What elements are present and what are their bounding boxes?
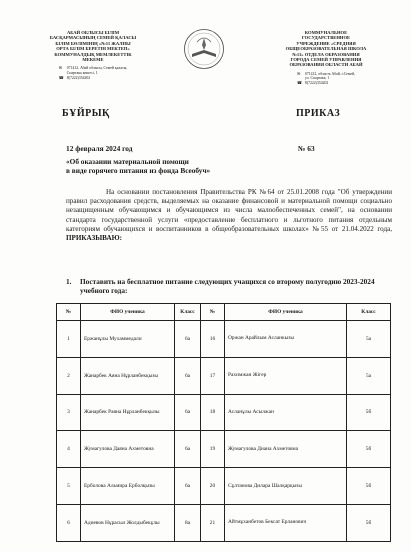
body-order-word: ПРИКАЗЫВАЮ: bbox=[66, 234, 122, 243]
org-name-ru-line: №11» ОТДЕЛА ОБРАЗОВАНИЯ bbox=[292, 51, 360, 57]
phone-icon: ☎ bbox=[58, 75, 64, 81]
item-number: 1. bbox=[66, 277, 72, 286]
subject-line: «Об оказании материальной помощи bbox=[66, 157, 189, 166]
org-name-ru-line: КОММУНАЛЬНОЕ bbox=[304, 30, 348, 35]
org-name-kz-line: КОММУНАЛДЫҚ МЕМЛЕКЕТТІК bbox=[54, 51, 132, 57]
cell-student-name: Ержанұлы Мухаммедали bbox=[81, 321, 175, 358]
cell-number: 1 bbox=[57, 321, 81, 358]
phone-number: 8(7222)354202 bbox=[66, 75, 91, 80]
cell-number: 17 bbox=[201, 357, 225, 394]
subject-line: в виде горячего питания из фонда Всеобуч» bbox=[66, 166, 211, 176]
table-row bbox=[57, 357, 391, 394]
cell-number: 2 bbox=[57, 357, 81, 394]
cell-number: 21 bbox=[201, 504, 225, 541]
cell-student-name: Адиевов Нұрасыл Жолдыбекұлы bbox=[81, 504, 175, 541]
col-header-class: Класс bbox=[175, 304, 201, 321]
cell-student-name: Ерболова Альмира Ерболқызы bbox=[81, 468, 175, 505]
cell-class: 6а bbox=[175, 321, 201, 358]
phone-number: 8(7222)354202 bbox=[304, 81, 329, 86]
header-left bbox=[18, 30, 168, 81]
address-line: 071412, область Абай, г.Семей, bbox=[304, 71, 356, 76]
envelope-icon: ✉ bbox=[58, 65, 63, 71]
cell-class: 5а bbox=[347, 357, 391, 394]
col-header-name: ФИО ученика bbox=[81, 304, 175, 321]
address-icons bbox=[59, 66, 64, 80]
school-emblem-icon bbox=[183, 28, 225, 70]
cell-class: 6а bbox=[175, 431, 201, 468]
order-date: 12 февраля 2024 год bbox=[66, 144, 133, 153]
cell-class: 5б bbox=[347, 431, 391, 468]
address-kz bbox=[18, 66, 168, 80]
org-name-kz-line: БІЛІМ БӨЛІМІНІҢ «№11 ЖАЛПЫ bbox=[55, 40, 131, 46]
table-row bbox=[57, 394, 391, 431]
cell-number: 18 bbox=[201, 394, 225, 431]
item-text: Поставить на бесплатное питание следующих учащихся со второму полугодию 2023-2024 учебного года: bbox=[80, 277, 375, 296]
cell-student-name: Жанарбек Раяна Нұрланбекқызы bbox=[81, 394, 175, 431]
order-subject bbox=[66, 157, 266, 176]
col-header-class: Класс bbox=[347, 304, 391, 321]
students-table bbox=[56, 303, 391, 542]
col-header-number: № bbox=[201, 304, 225, 321]
header-right bbox=[256, 30, 396, 86]
cell-student-name: Рахимжан Жігер bbox=[225, 357, 347, 394]
address-line: Спартака көшесі, 1 bbox=[66, 71, 98, 76]
cell-class: 5б bbox=[347, 504, 391, 541]
org-name-ru-line: ГОРОДА СЕМЕЙ УПРАВЛЕНИЯ bbox=[290, 57, 362, 63]
table-header-row bbox=[57, 304, 391, 321]
address-line: ул. Спартака, 1 bbox=[304, 76, 330, 81]
org-name-kz-line: БАСҚАРМАСЫНЫҢ СЕМЕЙ ҚАЛАСЫ bbox=[49, 35, 137, 41]
cell-class: 5б bbox=[347, 394, 391, 431]
cell-student-name: Сұлтанова Дилара Шалқарқызы bbox=[225, 468, 347, 505]
envelope-icon: ✉ bbox=[296, 70, 301, 76]
table-row bbox=[57, 321, 391, 358]
cell-class: 5а bbox=[347, 321, 391, 358]
org-name-ru-line: ОБРАЗОВАНИЯ ОБЛАСТИ АБАЙ bbox=[289, 62, 363, 68]
cell-number: 4 bbox=[57, 431, 81, 468]
col-header-number: № bbox=[57, 304, 81, 321]
order-body bbox=[66, 188, 392, 243]
cell-class: 8а bbox=[175, 504, 201, 541]
doc-type-ru: ПРИКАЗ bbox=[296, 108, 341, 119]
doc-type-kz: БҰЙРЫҚ bbox=[62, 108, 110, 119]
cell-class: 6а bbox=[175, 394, 201, 431]
cell-student-name: Жанарбек Аяна Нұрланбекқызы bbox=[81, 357, 175, 394]
cell-class: 6а bbox=[175, 357, 201, 394]
org-name-kz-line: АБАЙ ОБЛЫСЫ БІЛІМ bbox=[66, 30, 120, 35]
cell-student-name: Жумагулова Даяна Ахметовна bbox=[81, 431, 175, 468]
col-header-name: ФИО ученика bbox=[225, 304, 347, 321]
body-main-text: На основании постановления Правительства РК №64 от 25.01.2008 года "Об утверждении правил расходования средств, выделяемых на оказание финансовой и материальной помощи социально незащищенным обучающимся и обучающимся из числа малообеспеченных семей", на основании стандарта государственной услуги «предоставление бесплатного и льготного питания отдельным категориям обучающихся и воспитанников в общеобразовательных школах» №55 от 21.04.2022 года, bbox=[66, 188, 392, 233]
cell-student-name: Оржан Арайлым Асланкызы bbox=[225, 321, 347, 358]
cell-student-name: Жумагулова Диана Ахметовна bbox=[225, 431, 347, 468]
org-name-ru-line: УЧРЕЖДЕНИЕ «СРЕДНЯЯ bbox=[296, 40, 356, 46]
org-name-ru-line: ГОСУДАРСТВЕННОЕ bbox=[301, 35, 351, 41]
address-ru bbox=[256, 72, 396, 86]
cell-number: 3 bbox=[57, 394, 81, 431]
cell-student-name: Айтмұханбетов Бексат Ерланович bbox=[225, 504, 347, 541]
order-item-1 bbox=[66, 277, 376, 296]
cell-class: 6а bbox=[175, 468, 201, 505]
org-name-kz-line: МЕКЕМЕ bbox=[82, 57, 104, 63]
address-icons bbox=[297, 72, 302, 86]
table-row bbox=[57, 468, 391, 505]
table-row bbox=[57, 431, 391, 468]
cell-number: 20 bbox=[201, 468, 225, 505]
table-row bbox=[57, 504, 391, 541]
cell-number: 6 bbox=[57, 504, 81, 541]
order-number: № 63 bbox=[298, 144, 315, 153]
phone-icon: ☎ bbox=[296, 80, 302, 86]
cell-number: 5 bbox=[57, 468, 81, 505]
cell-number: 19 bbox=[201, 431, 225, 468]
cell-class: 5б bbox=[347, 468, 391, 505]
address-line: 071412, Абай облысы, Семей қаласы, bbox=[66, 66, 128, 71]
org-name-ru-line: ОБЩЕОБРАЗОВАТЕЛЬНАЯ ШКОЛА bbox=[285, 46, 367, 52]
cell-student-name: Асланұлы Асылжан bbox=[225, 394, 347, 431]
cell-number: 16 bbox=[201, 321, 225, 358]
org-name-kz-line: ОРТА БІЛІМ БЕРЕТІН МЕКТЕП» bbox=[56, 46, 130, 52]
